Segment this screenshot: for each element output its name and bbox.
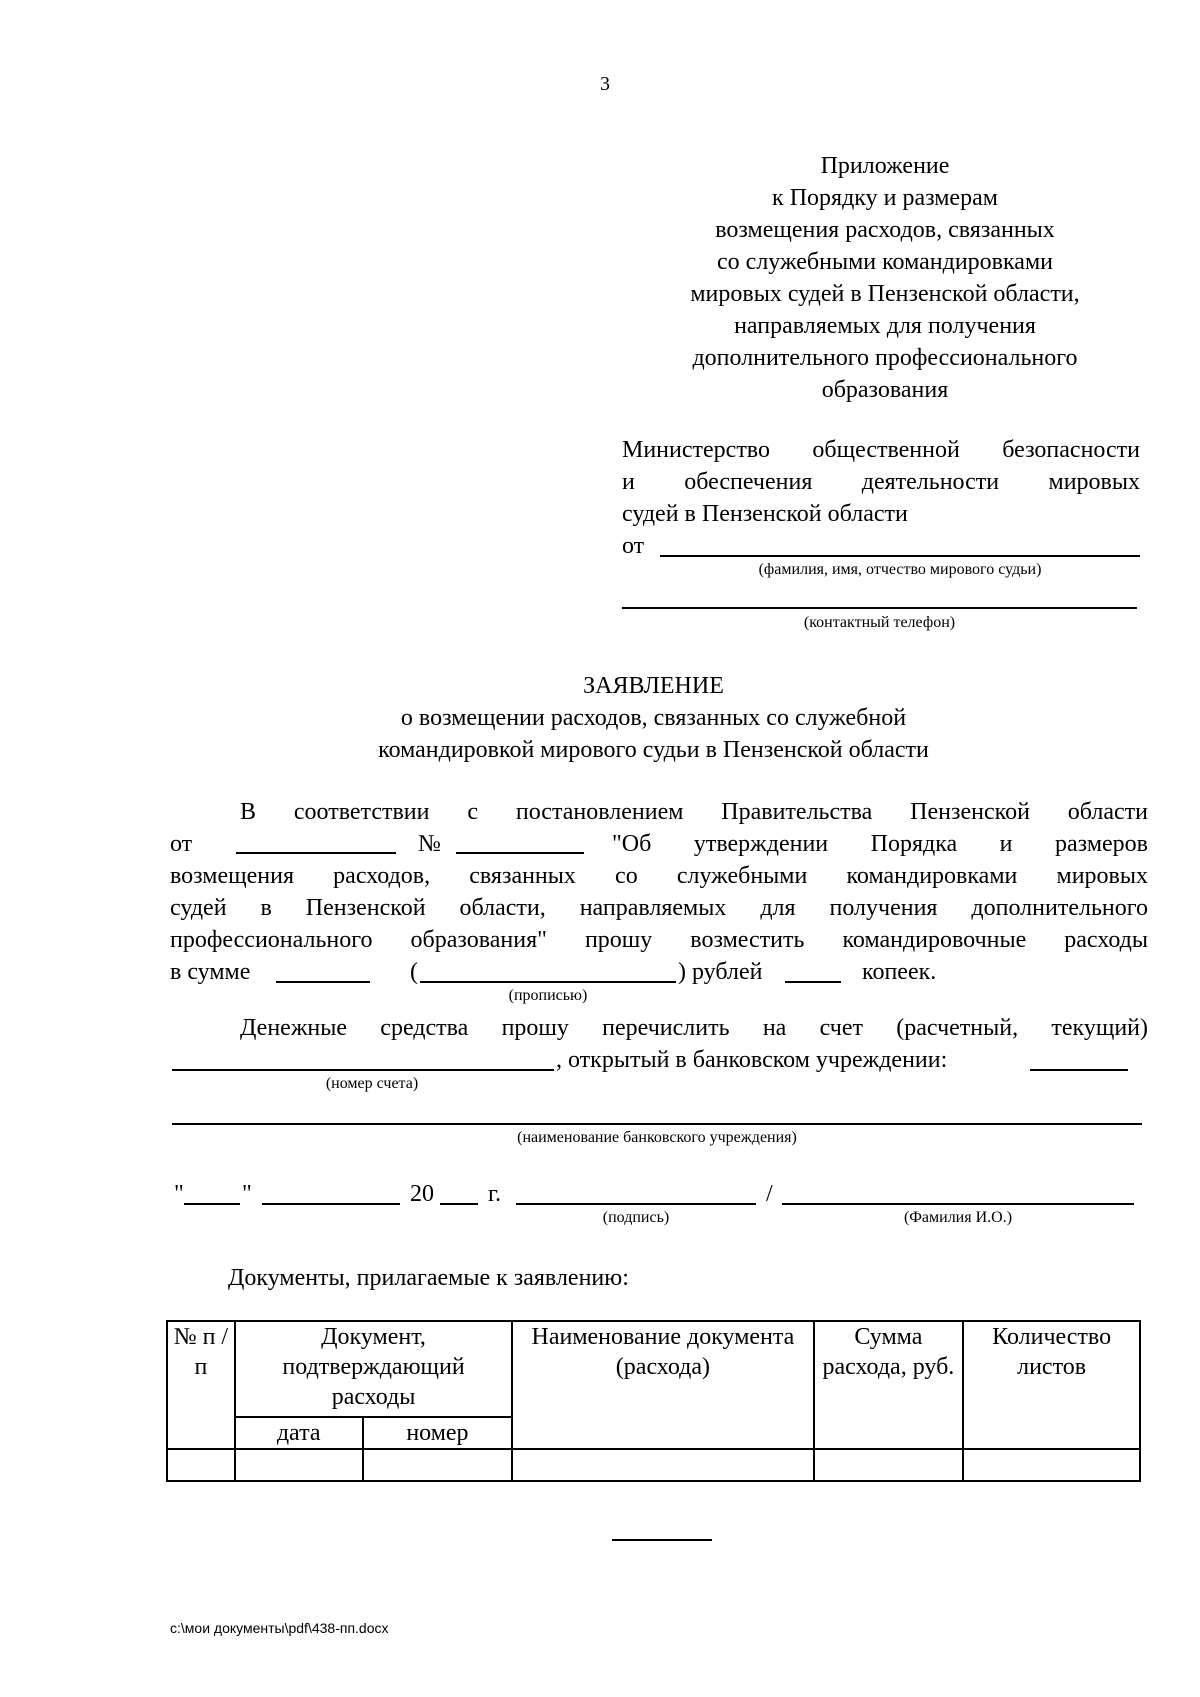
- paragraph-text: Денежные средства прошу перечислить на счет (расчетный, текущий): [240, 1015, 1148, 1041]
- table-cell[interactable]: [963, 1449, 1140, 1481]
- year-field-line[interactable]: [440, 1203, 478, 1205]
- statement-subtitle: о возмещении расходов, связанных со служебной: [400, 705, 907, 731]
- phone-hint: (контактный телефон): [803, 614, 956, 631]
- name-hint: (фамилия, имя, отчество мирового судьи): [758, 561, 1042, 578]
- paragraph-text: , открытый в банковском учреждении:: [556, 1047, 948, 1073]
- addressee-line: судей в Пензенской области: [622, 501, 908, 527]
- paragraph-text: возмещения расходов, связанных со служебными командировками мировых: [170, 863, 1148, 889]
- table-cell[interactable]: [814, 1449, 964, 1481]
- table-cell[interactable]: [363, 1449, 513, 1481]
- appendix-line: Приложение: [820, 153, 950, 179]
- appendix-line: к Порядку и размерам: [772, 185, 998, 211]
- table-cell[interactable]: [167, 1449, 235, 1481]
- addressee-line: и обеспечения деятельности мировых: [622, 469, 1140, 495]
- from-label: от: [170, 831, 193, 857]
- addressee-line: Министерство общественной безопасности: [622, 437, 1140, 463]
- col-doc-header: Документ, подтверждающий расходы: [235, 1321, 513, 1417]
- bank-field-line-short[interactable]: [1030, 1069, 1128, 1071]
- number-sign: №: [418, 831, 441, 857]
- phone-field-line[interactable]: [622, 607, 1137, 609]
- footer-path: c:\мои документы\pdf\438-пп.docx: [170, 1620, 389, 1636]
- account-field-line[interactable]: [172, 1069, 554, 1071]
- statement-title: ЗАЯВЛЕНИЕ: [583, 673, 724, 699]
- paragraph-text: судей в Пензенской области, направляемых для получения дополнительного: [170, 895, 1148, 921]
- quote-open: ": [174, 1181, 184, 1207]
- date-field-line[interactable]: [236, 852, 396, 854]
- statement-subtitle: командировкой мирового судьи в Пензенской области: [378, 737, 929, 763]
- col-sheets-header: Количество листов: [963, 1321, 1140, 1449]
- name-field-line[interactable]: [660, 555, 1140, 557]
- day-field-line[interactable]: [184, 1203, 240, 1205]
- appendix-line: дополнительного профессионального: [692, 345, 1078, 371]
- sum-words-field-line[interactable]: [420, 981, 676, 983]
- signature-field-line[interactable]: [516, 1203, 756, 1205]
- month-field-line[interactable]: [262, 1203, 400, 1205]
- open-paren: (: [410, 959, 418, 985]
- appendix-line: возмещения расходов, связанных: [715, 217, 1055, 243]
- appendix-line: со служебными командировками: [717, 249, 1053, 275]
- table-cell[interactable]: [235, 1449, 363, 1481]
- paragraph-text: "Об утверждении Порядка и размеров: [612, 831, 1148, 857]
- col-num-header: № п /п: [167, 1321, 235, 1449]
- quote-close: ": [242, 1181, 252, 1207]
- col-sum-header: Сумма расхода, руб.: [814, 1321, 964, 1449]
- table-cell[interactable]: [512, 1449, 813, 1481]
- appendix-line: образования: [821, 377, 949, 403]
- bank-hint: (наименование банковского учреждения): [517, 1129, 797, 1146]
- documents-table: [166, 1320, 1141, 1482]
- attached-documents-label: Документы, прилагаемые к заявлению:: [228, 1265, 629, 1291]
- end-rule: [612, 1539, 712, 1541]
- col-date-header: дата: [235, 1417, 363, 1449]
- number-field-line[interactable]: [456, 852, 584, 854]
- year-suffix: г.: [488, 1181, 502, 1207]
- fio-hint: (Фамилия И.О.): [903, 1209, 1013, 1226]
- from-label: от: [622, 533, 645, 559]
- slash: /: [766, 1181, 773, 1207]
- page-number: 3: [600, 73, 610, 95]
- account-hint: (номер счета): [325, 1075, 419, 1092]
- sum-field-line[interactable]: [276, 981, 370, 983]
- col-number-header: номер: [363, 1417, 513, 1449]
- sum-label: в сумме: [170, 959, 251, 985]
- rubles-label: ) рублей: [678, 959, 763, 985]
- year-prefix: 20: [410, 1181, 434, 1207]
- paragraph-text: В соответствии с постановлением Правительства Пензенской области: [240, 799, 1148, 825]
- appendix-line: мировых судей в Пензенской области,: [690, 281, 1080, 307]
- in-words-hint: (прописью): [508, 987, 588, 1004]
- appendix-block: [630, 150, 1140, 406]
- fio-field-line[interactable]: [782, 1203, 1134, 1205]
- bank-field-line[interactable]: [172, 1123, 1142, 1125]
- col-name-header: Наименование документа (расхода): [512, 1321, 813, 1449]
- table-row: [167, 1449, 1140, 1481]
- appendix-line: направляемых для получения: [734, 313, 1036, 339]
- paragraph-text: профессионального образования" прошу возместить командировочные расходы: [170, 927, 1148, 953]
- kopeks-field-line[interactable]: [785, 981, 841, 983]
- signature-hint: (подпись): [602, 1209, 670, 1226]
- kopeks-label: копеек.: [862, 959, 937, 985]
